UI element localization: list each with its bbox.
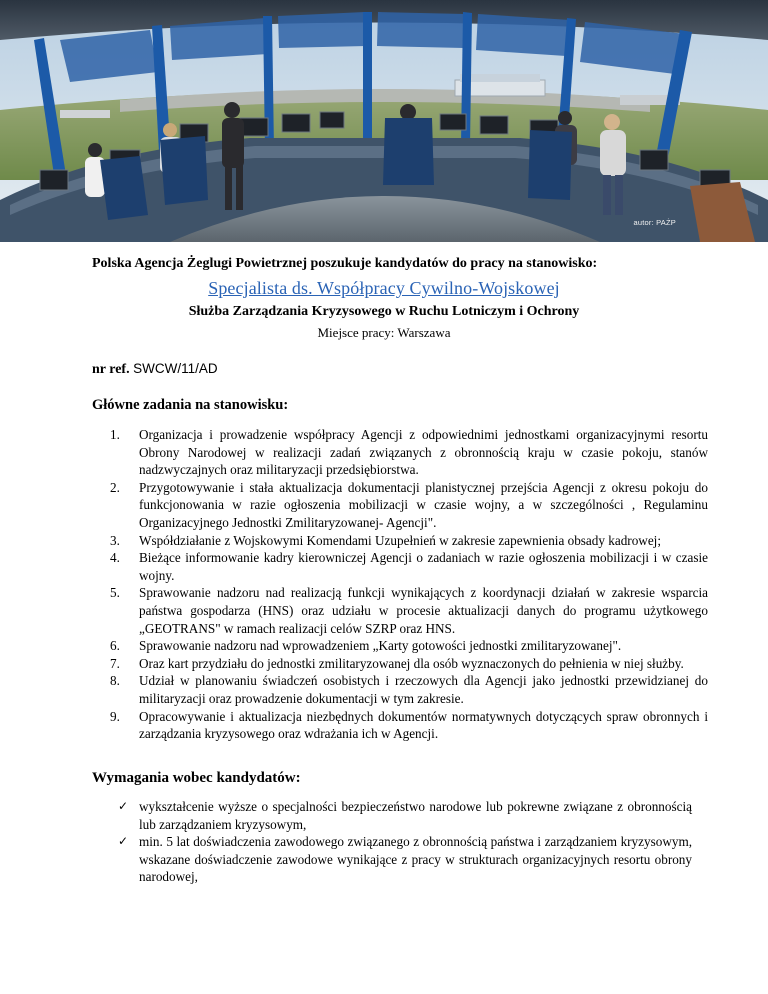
list-item-text: wykształcenie wyższe o specjalności bezpieczeństwo narodowe lub pokrewne związane z obronnością lub zarządzaniem kryzysowym, bbox=[139, 799, 692, 832]
list-item-number: 5. bbox=[110, 585, 120, 601]
job-title-text: Specjalista ds. Współpracy Cywilno-Wojskowej bbox=[208, 278, 560, 298]
requirements-heading: Wymagania wobec kandydatów: bbox=[92, 770, 301, 786]
work-location: Miejsce pracy: Warszawa bbox=[317, 325, 451, 340]
reference-value: SWCW/11/AD bbox=[133, 361, 218, 376]
requirements-list bbox=[92, 798, 692, 886]
list-item bbox=[92, 708, 708, 743]
list-item bbox=[92, 532, 708, 550]
list-item bbox=[92, 637, 708, 655]
tasks-heading: Główne zadania na stanowisku: bbox=[92, 397, 289, 413]
list-item-text: Udział w planowaniu świadczeń osobistych i rzeczowych dla Agencji jako jednostki przewidzianej do militaryzacji oraz prowadzenie dokumentacji w tym zakresie. bbox=[139, 673, 708, 706]
list-item-number: 8. bbox=[110, 673, 120, 689]
list-item-text: Oraz kart przydziału do jednostki zmilitaryzowanej dla osób wyznaczonych do pełnienia w niej służby. bbox=[139, 655, 684, 671]
checkmark-icon: ✓ bbox=[118, 834, 129, 849]
list-item bbox=[92, 479, 708, 532]
list-item bbox=[92, 426, 708, 479]
list-item-number: 7. bbox=[110, 655, 120, 671]
list-item-number: 4. bbox=[110, 550, 120, 566]
list-item-text: Sprawowanie nadzoru nad wprowadzeniem „Karty gotowości jednostki zmilitaryzowanej". bbox=[139, 638, 622, 654]
list-item-number: 1. bbox=[110, 427, 120, 442]
job-title-link[interactable] bbox=[0, 278, 768, 299]
list-item-number: 6. bbox=[110, 638, 120, 654]
list-item bbox=[92, 833, 692, 886]
control-tower-illustration bbox=[0, 0, 768, 242]
service-name: Służba Zarządzania Kryzysowego w Ruchu Lotniczym i Ochrony bbox=[188, 304, 580, 319]
list-item-number: 2. bbox=[110, 479, 120, 495]
tasks-list bbox=[92, 426, 708, 743]
list-item-text: Organizacja i prowadzenie współpracy Agencji z odpowiednimi jednostkami organizacyjnymi resortu Obrony Narodowej w realizacji zadań związanych z obronnością kraju w czasie pokoju, stanów nadzwyczajnych oraz militaryzacji przedsiębiorstwa. bbox=[139, 427, 708, 478]
list-item-text: Bieżące informowanie kadry kierowniczej Agencji o zadaniach w razie ogłoszenia mobilizacji i w czasie wojny. bbox=[139, 550, 708, 583]
list-item-number: 3. bbox=[110, 532, 120, 548]
checkmark-icon: ✓ bbox=[118, 799, 129, 813]
list-item-text: Współdziałanie z Wojskowymi Komendami Uzupełnień w zakresie zapewnienia obsady kadrowej; bbox=[139, 532, 661, 548]
list-item-text: Sprawowanie nadzoru nad realizacją funkcji wynikających z koordynacji działań w zakresie wsparcia państwa gospodarza (HNS) oraz udziału w procesie aktualizacji danych do programu użytkowego „GEOTRANS" w ramach realizacji celów SZRP oraz HNS. bbox=[139, 585, 708, 636]
list-item-number: 9. bbox=[110, 708, 120, 724]
list-item bbox=[92, 549, 708, 584]
list-item bbox=[92, 798, 692, 833]
list-item bbox=[92, 655, 708, 673]
reference-number bbox=[92, 361, 218, 378]
photo-credit: autor: PAŻP bbox=[633, 218, 676, 227]
list-item-text: min. 5 lat doświadczenia zawodowego związanego z obronnością państwa i zarządzaniem kryzysowym, wskazane doświadczenie zawodowe wynikające z pracy w strukturach organizacyjnych resortu obrony narodowej, bbox=[139, 834, 692, 885]
list-item-text: Przygotowywanie i stała aktualizacja dokumentacji planistycznej przejścia Agencji z okresu pokoju do funkcjonowania w razie ogłoszenia mobilizacji w czasie wojny, a w szczególności , Regulaminu Organizacyjnego Jednostki Zmilitaryzowanej- Agencji". bbox=[139, 479, 708, 530]
reference-label: nr ref. bbox=[92, 362, 130, 377]
intro-text: Polska Agencja Żeglugi Powietrznej poszukuje kandydatów do pracy na stanowisko: bbox=[92, 256, 598, 271]
header-photo bbox=[0, 0, 768, 242]
list-item-text: Opracowywanie i aktualizacja niezbędnych dokumentów normatywnych dotyczących spraw obronnych i zarządzania kryzysowego oraz wdrażania ich w Agencji. bbox=[139, 708, 708, 742]
list-item bbox=[92, 584, 708, 637]
list-item bbox=[92, 672, 708, 707]
